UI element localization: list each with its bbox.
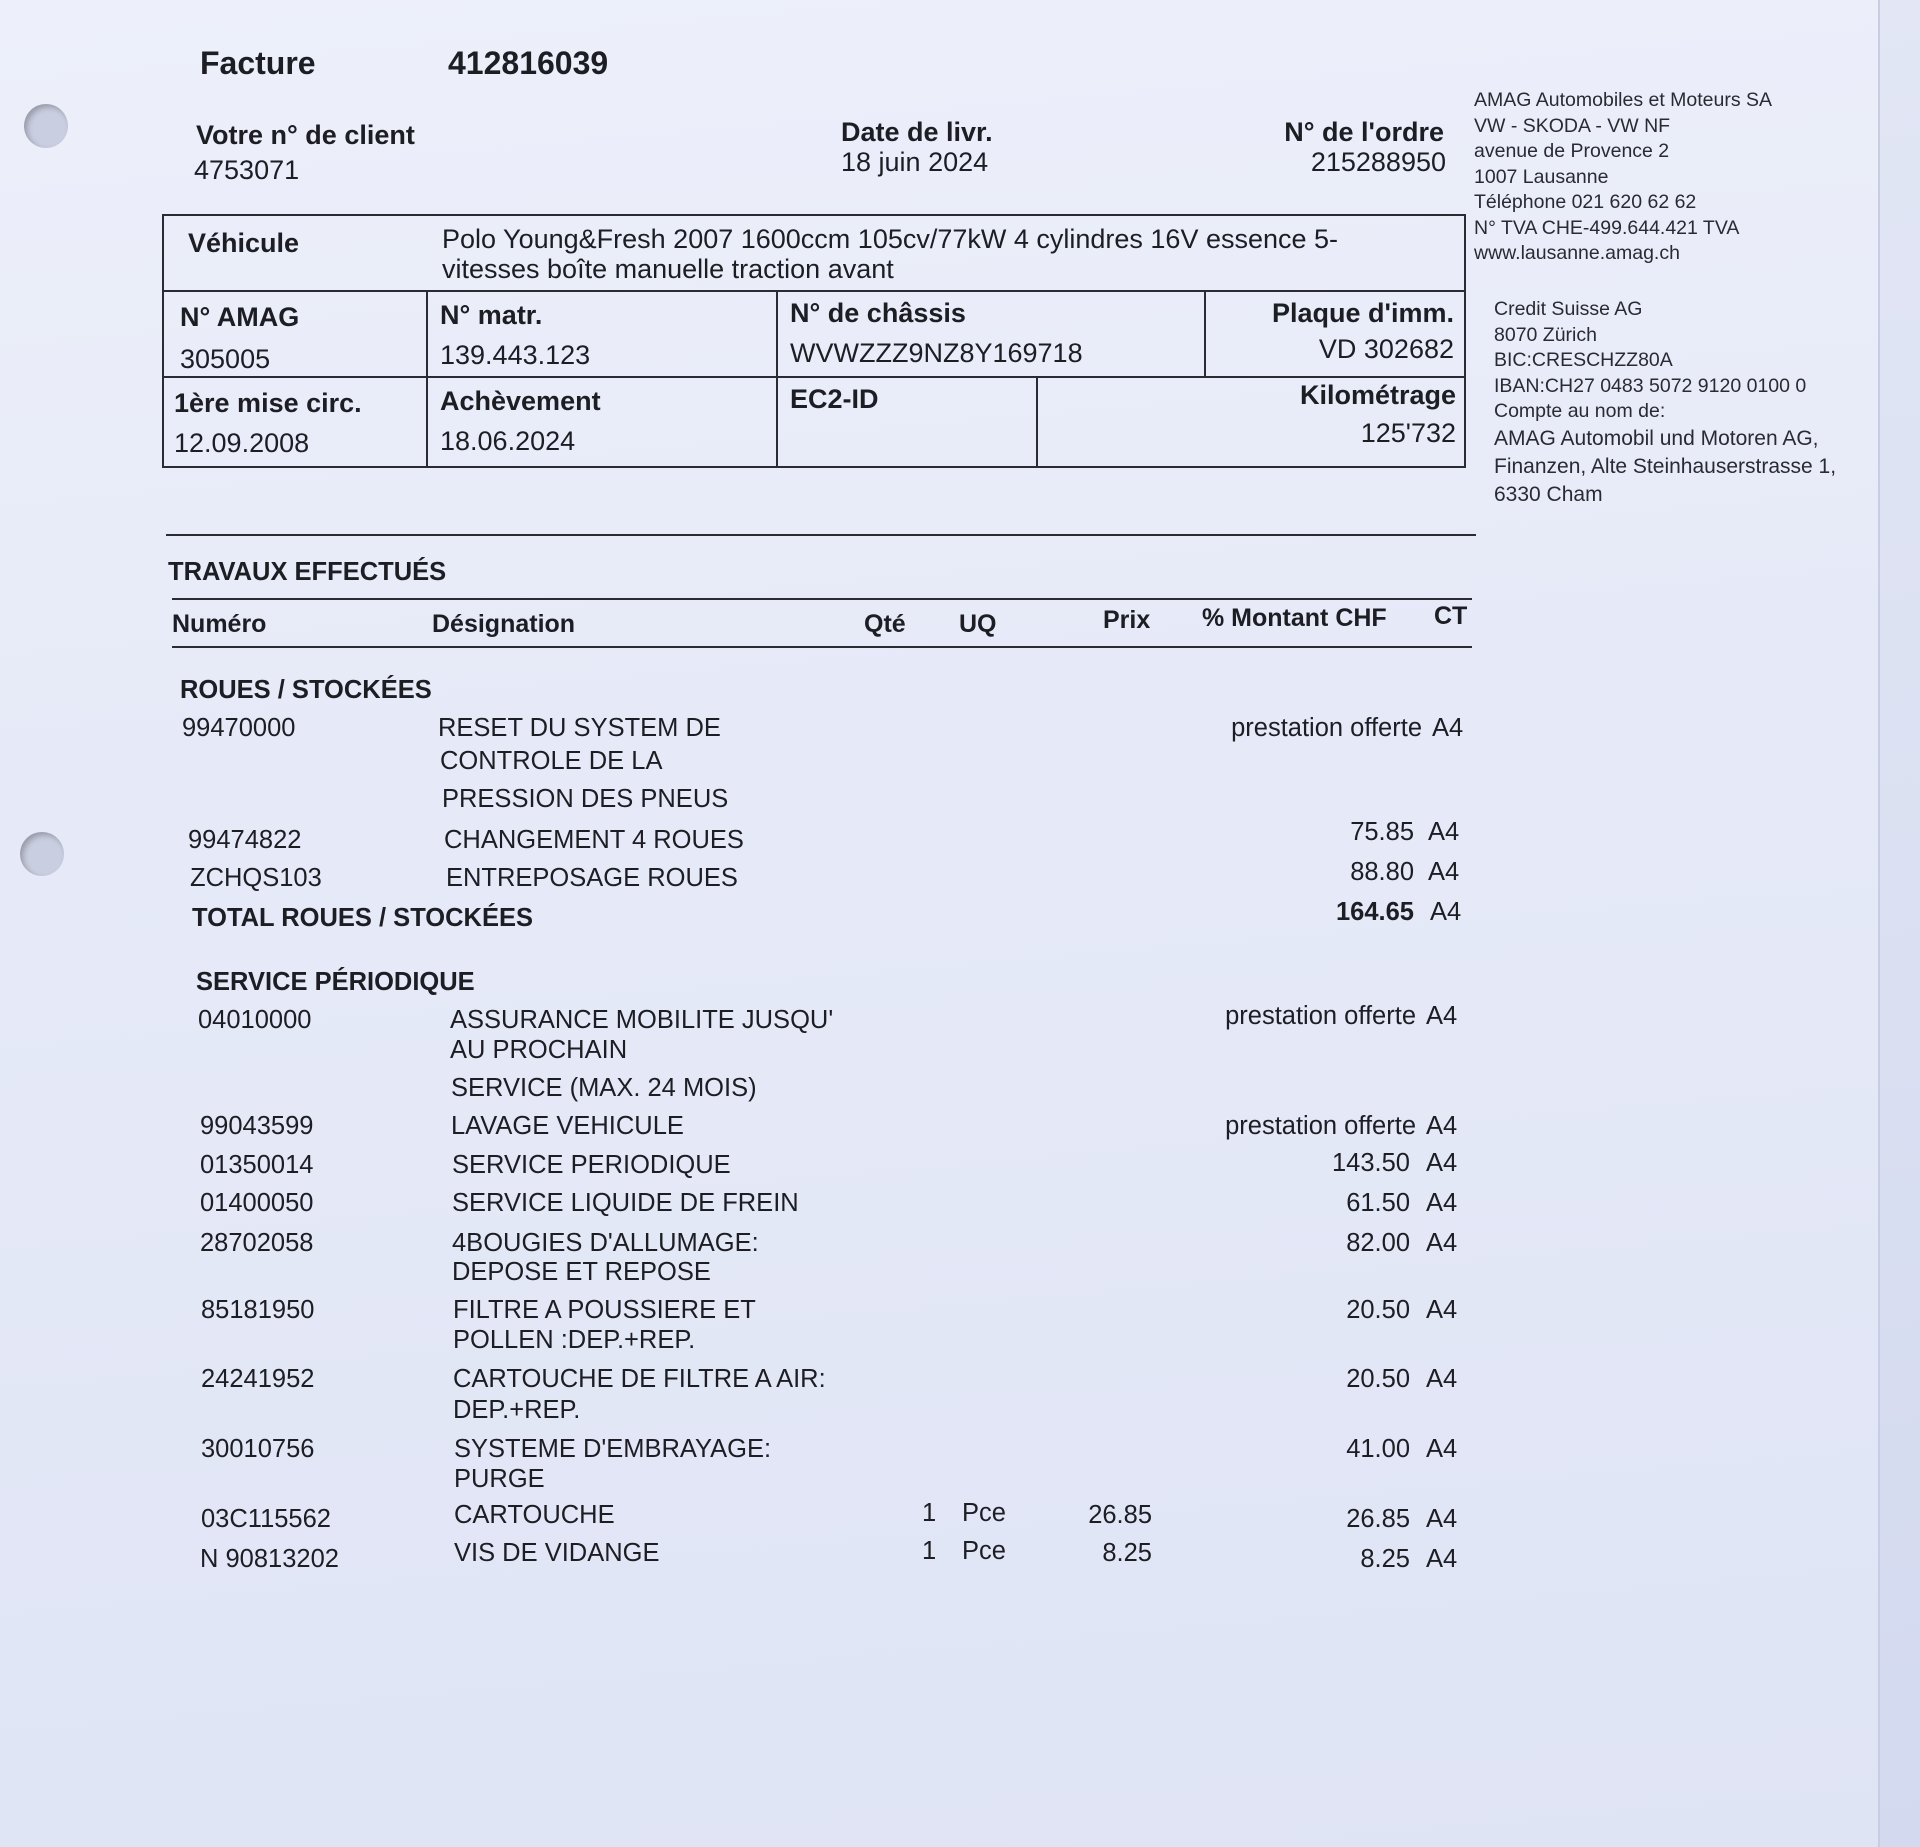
item-designation: ASSURANCE MOBILITE JUSQU': [450, 1006, 834, 1034]
registration-number-label: N° matr.: [440, 300, 543, 330]
item-ct: A4: [1426, 1435, 1458, 1463]
item-ct: A4: [1426, 1189, 1458, 1217]
order-number-label: N° de l'ordre: [1284, 117, 1444, 147]
bank-line: BIC:CRESCHZZ80A: [1494, 349, 1673, 371]
item-designation: RESET DU SYSTEM DE: [438, 714, 721, 742]
item-number: N 90813202: [200, 1545, 339, 1573]
item-designation: CARTOUCHE DE FILTRE A AIR:: [453, 1365, 826, 1393]
item-number: 24241952: [201, 1365, 315, 1393]
item-ct: A4: [1426, 1002, 1458, 1030]
mileage-label: Kilométrage: [1299, 380, 1456, 410]
item-amount: prestation offerte: [1231, 714, 1422, 742]
item-amount: 20.50: [1346, 1296, 1410, 1324]
item-number: 01400050: [200, 1189, 314, 1217]
mileage-value: 125'732: [1360, 418, 1456, 448]
bank-line: IBAN:CH27 0483 5072 9120 0100 0: [1494, 374, 1807, 397]
item-designation: VIS DE VIDANGE: [454, 1539, 660, 1567]
punch-hole: [20, 832, 64, 876]
bank-line: Credit Suisse AG: [1494, 298, 1643, 320]
group-total-amount: 164.65: [1336, 898, 1414, 926]
invoice-title-label: Facture: [200, 45, 316, 81]
vehicle-label: Véhicule: [188, 228, 300, 258]
column-header-uq: UQ: [959, 610, 997, 638]
item-designation: LAVAGE VEHICULE: [451, 1112, 684, 1140]
item-designation: CONTROLE DE LA: [440, 747, 663, 775]
item-designation: CARTOUCHE: [454, 1501, 615, 1529]
bank-line: Finanzen, Alte Steinhauserstrasse 1,: [1494, 454, 1837, 478]
item-number: 04010000: [198, 1006, 312, 1034]
item-amount: 75.85: [1350, 818, 1414, 846]
item-price: 26.85: [1088, 1501, 1152, 1529]
client-number-label: Votre n° de client: [196, 120, 415, 150]
item-designation: ENTREPOSAGE ROUES: [446, 864, 738, 892]
item-amount: prestation offerte: [1225, 1112, 1416, 1140]
item-amount: prestation offerte: [1225, 1002, 1416, 1030]
item-ct: A4: [1428, 818, 1460, 846]
group-title: SERVICE PÉRIODIQUE: [196, 968, 475, 996]
item-designation: SERVICE (MAX. 24 MOIS): [451, 1074, 757, 1102]
vehicle-description-line2: vitesses boîte manuelle traction avant: [442, 254, 894, 284]
completion-label: Achèvement: [440, 386, 601, 416]
group-total-ct: A4: [1430, 898, 1462, 926]
company-line: N° TVA CHE-499.644.421 TVA: [1474, 216, 1740, 239]
item-number: 85181950: [201, 1296, 315, 1324]
item-amount: 82.00: [1346, 1229, 1410, 1257]
item-uq: Pce: [962, 1499, 1006, 1527]
first-registration-label: 1ère mise circ.: [174, 388, 362, 418]
item-ct: A4: [1426, 1505, 1458, 1533]
item-amount: 26.85: [1346, 1505, 1410, 1533]
item-designation: POLLEN :DEP.+REP.: [453, 1326, 696, 1354]
divider: [172, 598, 1472, 600]
item-qty: 1: [922, 1499, 937, 1527]
column-header-qty: Qté: [864, 610, 906, 638]
ec2-id-label: EC2-ID: [790, 384, 879, 414]
completion-date: 18.06.2024: [440, 426, 576, 456]
column-header-number: Numéro: [172, 610, 267, 638]
item-designation: PRESSION DES PNEUS: [442, 785, 729, 813]
item-designation: DEP.+REP.: [453, 1396, 581, 1424]
punch-hole: [24, 104, 68, 148]
bank-line: 8070 Zürich: [1494, 323, 1597, 346]
chassis-number-label: N° de châssis: [790, 298, 966, 328]
item-number: 99474822: [188, 826, 302, 854]
chassis-number: WVWZZZ9NZ8Y169718: [790, 338, 1083, 368]
item-ct: A4: [1428, 858, 1460, 886]
item-price: 8.25: [1102, 1539, 1152, 1567]
bank-details-block: [1494, 297, 1836, 509]
item-designation: PURGE: [454, 1465, 545, 1493]
bank-line: AMAG Automobil und Motoren AG,: [1494, 426, 1819, 450]
vehicle-description-line1: Polo Young&Fresh 2007 1600ccm 105cv/77kW 4 cylindres 16V essence 5-: [442, 224, 1339, 254]
plate-number: VD 302682: [1318, 334, 1454, 364]
item-number: 99043599: [200, 1112, 314, 1140]
company-line: AMAG Automobiles et Moteurs SA: [1474, 89, 1773, 111]
delivery-date: 18 juin 2024: [841, 147, 989, 177]
item-ct: A4: [1432, 714, 1464, 742]
company-line: 1007 Lausanne: [1474, 165, 1609, 188]
item-number: 99470000: [182, 714, 296, 742]
column-header-ct: CT: [1434, 602, 1468, 630]
item-qty: 1: [922, 1537, 937, 1565]
item-amount: 61.50: [1346, 1189, 1410, 1217]
vehicle-info-box: [162, 214, 1466, 468]
item-ct: A4: [1426, 1149, 1458, 1177]
item-ct: A4: [1426, 1112, 1458, 1140]
delivery-date-label: Date de livr.: [841, 117, 993, 147]
item-designation: SYSTEME D'EMBRAYAGE:: [454, 1435, 772, 1463]
item-ct: A4: [1426, 1296, 1458, 1324]
item-number: 30010756: [201, 1435, 315, 1463]
item-designation: AU PROCHAIN: [450, 1036, 628, 1064]
first-registration-date: 12.09.2008: [174, 428, 310, 458]
item-amount: 143.50: [1332, 1149, 1410, 1177]
company-line: Téléphone 021 620 62 62: [1474, 191, 1697, 213]
group-total-label: TOTAL ROUES / STOCKÉES: [192, 904, 534, 932]
item-amount: 41.00: [1346, 1435, 1410, 1463]
company-line: VW - SKODA - VW NF: [1474, 114, 1671, 137]
divider: [166, 534, 1476, 536]
item-designation: FILTRE A POUSSIERE ET: [453, 1296, 756, 1324]
invoice-number: 412816039: [448, 45, 609, 81]
divider: [172, 646, 1472, 648]
item-number: 01350014: [200, 1151, 314, 1179]
company-line: avenue de Provence 2: [1474, 140, 1670, 162]
item-designation: SERVICE LIQUIDE DE FREIN: [452, 1189, 799, 1217]
item-ct: A4: [1426, 1365, 1458, 1393]
item-amount: 88.80: [1350, 858, 1414, 886]
item-designation: SERVICE PERIODIQUE: [452, 1151, 731, 1179]
column-header-amount: % Montant CHF: [1202, 604, 1387, 632]
item-uq: Pce: [962, 1537, 1006, 1565]
item-amount: 8.25: [1360, 1545, 1410, 1573]
works-section-title: TRAVAUX EFFECTUÉS: [168, 558, 447, 586]
company-line: www.lausanne.amag.ch: [1474, 242, 1680, 264]
order-number: 215288950: [1310, 147, 1446, 177]
item-designation: 4BOUGIES D'ALLUMAGE:: [452, 1229, 759, 1257]
bank-line: 6330 Cham: [1494, 482, 1603, 506]
plate-label: Plaque d'imm.: [1272, 298, 1454, 328]
item-amount: 20.50: [1346, 1365, 1410, 1393]
amag-number-label: N° AMAG: [180, 302, 300, 332]
item-number: 28702058: [200, 1229, 314, 1257]
item-designation: DEPOSE ET REPOSE: [452, 1258, 711, 1286]
column-header-price: Prix: [1103, 606, 1151, 634]
column-header-designation: Désignation: [432, 610, 576, 638]
item-ct: A4: [1426, 1229, 1458, 1257]
bank-line: Compte au nom de:: [1494, 400, 1666, 422]
group-title: ROUES / STOCKÉES: [180, 676, 432, 704]
item-number: ZCHQS103: [190, 864, 322, 892]
company-address-block: [1474, 88, 1772, 267]
item-designation: CHANGEMENT 4 ROUES: [444, 826, 744, 854]
item-ct: A4: [1426, 1545, 1458, 1573]
item-number: 03C115562: [201, 1505, 331, 1533]
registration-number: 139.443.123: [440, 340, 591, 370]
client-number: 4753071: [194, 155, 300, 185]
amag-number: 305005: [180, 344, 271, 374]
